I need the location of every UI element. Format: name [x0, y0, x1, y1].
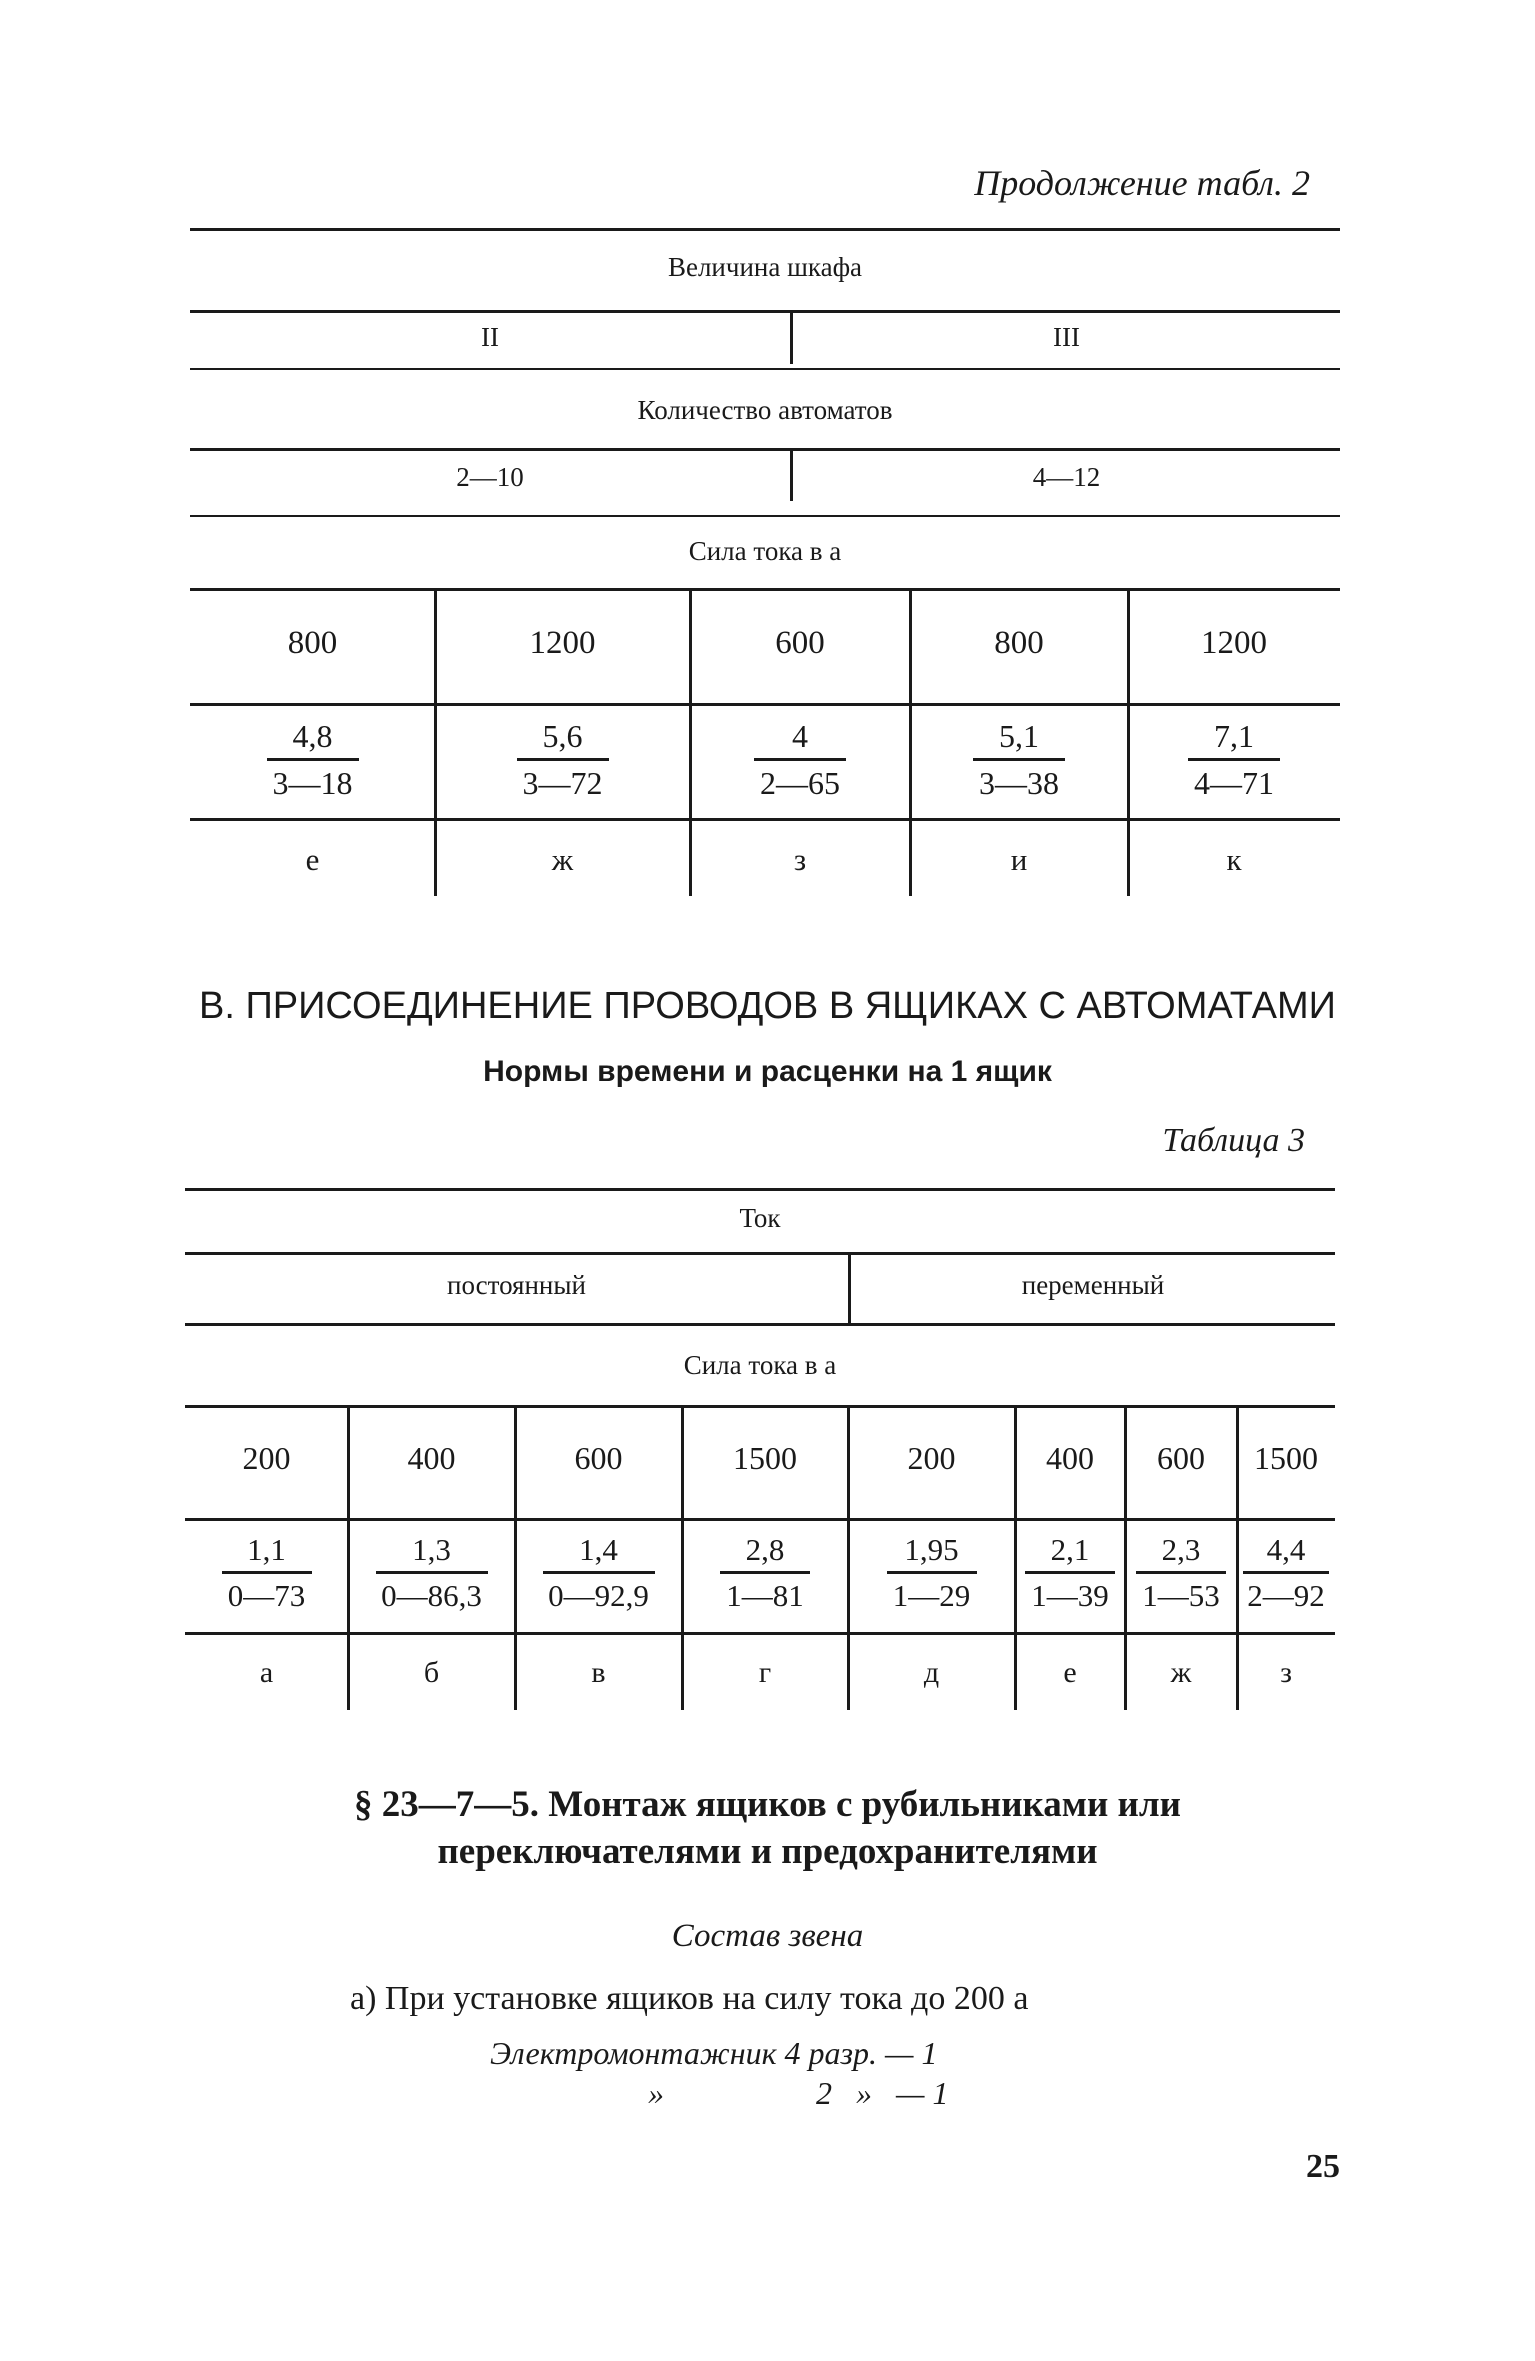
table-rule [190, 588, 1340, 591]
table-header-current-type: Ток [739, 1203, 781, 1233]
crew-condition: а) При установке ящиков на силу тока до 200 а [350, 1980, 1029, 2017]
table-header-cabinet: Величина шкафа [667, 252, 863, 282]
crew-heading: Состав звена [671, 1918, 864, 1954]
cabinet-size-cell: III [1053, 322, 1080, 352]
table-rule [185, 1632, 1335, 1635]
norm-time: 2,8 [745, 1532, 785, 1567]
column-divider [347, 1408, 350, 1710]
norm-rate: 3—18 [272, 765, 353, 801]
column-divider [434, 591, 437, 896]
current-cell: 200 [242, 1440, 291, 1476]
current-cell: 400 [407, 1440, 456, 1476]
norm-fraction [190, 720, 435, 799]
column-divider [514, 1408, 517, 1710]
norm-rate: 0—73 [227, 1578, 306, 1613]
norm-fraction [1015, 1534, 1125, 1611]
norm-rate: 1—29 [892, 1578, 971, 1613]
norm-time: 4,4 [1266, 1532, 1306, 1567]
crew-line-1: Электромонтажник 4 разр. — 1 [490, 2035, 938, 2071]
norm-fraction [435, 720, 690, 799]
page-number: 25 [1306, 2148, 1340, 2185]
norm-rate: 2—92 [1247, 1578, 1325, 1613]
current-type-cell: переменный [1021, 1270, 1165, 1300]
table-rule [190, 515, 1340, 517]
column-divider [1127, 591, 1130, 896]
column-letter: з [1280, 1656, 1292, 1689]
norm-time: 2,1 [1050, 1532, 1090, 1567]
column-letter: д [923, 1656, 940, 1689]
section-subheading: Нормы времени и расценки на 1 ящик [483, 1055, 1052, 1088]
column-divider [681, 1408, 684, 1710]
column-divider [909, 591, 912, 896]
norm-time: 5,6 [542, 718, 583, 754]
norm-fraction [515, 1534, 682, 1611]
table-rule [185, 1188, 1335, 1191]
table-rule [190, 310, 1340, 313]
table-header-current: Сила тока в а [683, 1350, 837, 1380]
current-cell: 400 [1046, 1440, 1094, 1476]
norm-time: 1,95 [904, 1532, 959, 1567]
table-rule [190, 368, 1340, 370]
norm-time: 1,4 [579, 1532, 618, 1567]
current-cell: 600 [775, 625, 825, 661]
table-rule [185, 1405, 1335, 1408]
norm-rate: 1—53 [1142, 1578, 1220, 1613]
column-letter: к [1226, 842, 1242, 877]
column-letter: б [423, 1656, 440, 1689]
norm-time: 5,1 [999, 718, 1039, 754]
norm-fraction [682, 1534, 848, 1611]
column-letter: е [1063, 1656, 1077, 1689]
table-header-current: Сила тока в а [688, 536, 842, 566]
norm-time: 2,3 [1161, 1532, 1201, 1567]
norm-rate: 0—86,3 [381, 1578, 482, 1613]
norm-fraction [1128, 720, 1340, 799]
norm-fraction [1237, 1534, 1335, 1611]
norm-time: 1,1 [247, 1532, 286, 1567]
current-type-cell: постоянный [447, 1270, 586, 1300]
column-letter: ж [551, 842, 574, 877]
current-cell: 1500 [1254, 1440, 1318, 1476]
current-cell: 1200 [529, 625, 596, 661]
current-cell: 800 [994, 625, 1044, 661]
column-letter: е [305, 842, 320, 877]
cabinet-size-cell: II [481, 322, 499, 352]
norm-rate: 0—92,9 [548, 1578, 649, 1613]
table-rule [185, 1252, 1335, 1255]
norm-rate: 3—72 [522, 765, 603, 801]
column-divider [847, 1408, 850, 1710]
norm-time: 7,1 [1214, 718, 1254, 754]
norm-rate: 2—65 [760, 765, 840, 801]
norm-rate: 1—39 [1031, 1578, 1109, 1613]
norm-time: 4 [792, 718, 808, 754]
norm-time: 4,8 [292, 718, 333, 754]
count-cell: 2—10 [456, 462, 524, 492]
table-rule [185, 1518, 1335, 1521]
column-divider [1236, 1408, 1239, 1710]
current-cell: 1200 [1201, 625, 1267, 661]
count-cell: 4—12 [1032, 462, 1101, 492]
paragraph-title-line-1: § 23—7—5. Монтаж ящиков с рубильниками или [354, 1784, 1181, 1825]
column-letter: и [1010, 842, 1028, 877]
column-divider [1014, 1408, 1017, 1710]
column-letter: ж [1170, 1656, 1192, 1689]
norm-fraction [848, 1534, 1015, 1611]
norm-fraction [185, 1534, 348, 1611]
norm-rate: 4—71 [1194, 765, 1274, 801]
norm-fraction [348, 1534, 515, 1611]
table-3-label: Таблица 3 [1162, 1122, 1305, 1159]
column-letter: в [591, 1656, 606, 1689]
column-divider [689, 591, 692, 896]
section-heading: В. ПРИСОЕДИНЕНИЕ ПРОВОДОВ В ЯЩИКАХ С АВТОМАТАМИ [199, 985, 1336, 1027]
current-cell: 600 [574, 1440, 623, 1476]
paragraph-title-line-2: переключателями и предохранителями [437, 1831, 1098, 1872]
current-cell: 600 [1157, 1440, 1205, 1476]
table-rule [185, 1323, 1335, 1326]
table-rule [190, 448, 1340, 451]
current-cell: 1500 [733, 1440, 797, 1476]
norm-rate: 1—81 [726, 1578, 804, 1613]
crew-line-2: » 2 » — 1 [648, 2075, 949, 2111]
column-letter: г [758, 1656, 772, 1689]
column-divider [1124, 1408, 1127, 1710]
continuation-label: Продолжение табл. 2 [974, 163, 1310, 203]
column-letter: а [259, 1656, 274, 1689]
current-cell: 800 [287, 625, 338, 661]
norm-fraction [1125, 1534, 1237, 1611]
table-header-count: Количество автоматов [637, 395, 893, 425]
norm-fraction [910, 720, 1128, 799]
norm-time: 1,3 [412, 1532, 451, 1567]
norm-fraction [690, 720, 910, 799]
table-rule [190, 818, 1340, 821]
table-rule [190, 228, 1340, 231]
current-cell: 200 [907, 1440, 956, 1476]
column-letter: з [793, 842, 807, 877]
norm-rate: 3—38 [979, 765, 1059, 801]
table-rule [190, 703, 1340, 706]
